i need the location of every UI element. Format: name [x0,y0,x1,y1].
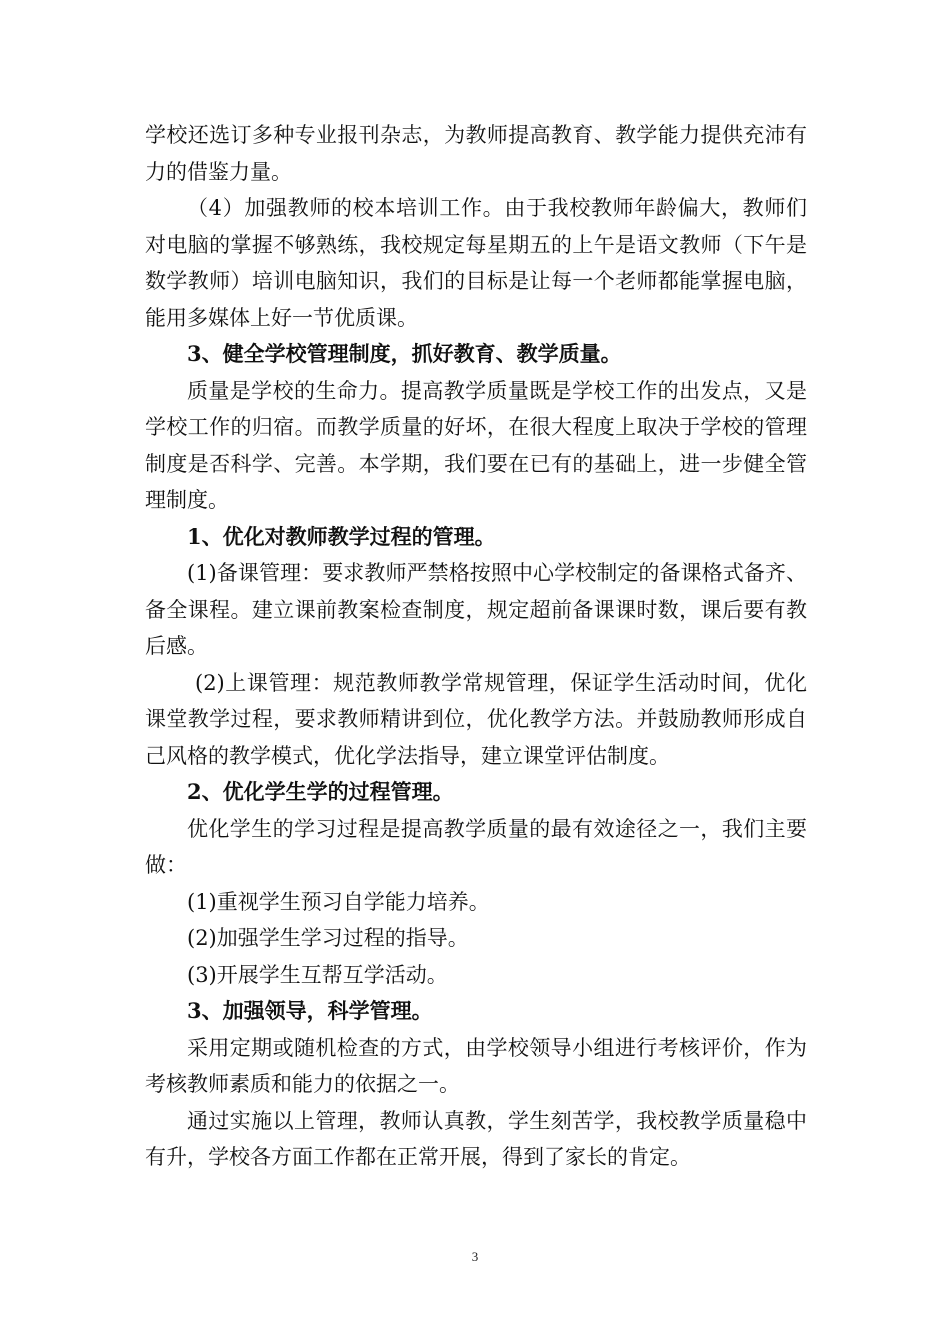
paragraph-conclusion: 通过实施以上管理，教师认真教，学生刻苦学，我校教学质量稳中有升，学校各方面工作都在正常开展，得到了家长的肯定。 [145,1108,807,1169]
list-item-mutual-help: (3)开展学生互帮互学活动。 [187,962,448,987]
subheading-student-process: 2、优化学生学的过程管理。 [187,779,454,804]
paragraph-class-management: (2)上课管理：规范教师教学常规管理，保证学生活动时间，优化课堂教学过程，要求教师精讲到位，优化教学方法。并鼓励教师形成自己风格的教学模式，优化学法指导，建立课堂评估制度。 [145,670,807,768]
paragraph-teacher-training: （4）加强教师的校本培训工作。由于我校教师年龄偏大，教师们对电脑的掌握不够熟练，我校规定每星期五的上午是语文教师（下午是数学教师）培训电脑知识，我们的目标是让每一个老师都能掌握电脑，能用多媒体上好一节优质课。 [145,196,807,330]
subheading-leadership: 3、加强领导，科学管理。 [187,998,433,1023]
section-heading-management-system: 3、健全学校管理制度，抓好教育、教学质量。 [187,341,622,366]
paragraph-continuation: 学校还选订多种专业报刊杂志，为教师提高教育、教学能力提供充沛有力的借鉴力量。 [145,123,807,184]
paragraph-inspection: 采用定期或随机检查的方式，由学校领导小组进行考核评价，作为考核教师素质和能力的依据之一。 [145,1035,807,1096]
paragraph-lesson-prep: (1)备课管理：要求教师严禁格按照中心学校制定的备课格式备齐、备全课程。建立课前教案检查制度，规定超前备课课时数，课后要有教后感。 [145,561,807,658]
list-item-preview: (1)重视学生预习自学能力培养。 [187,889,490,914]
list-item-guidance: (2)加强学生学习过程的指导。 [187,926,469,950]
page-number: 3 [471,1249,479,1264]
paragraph-student-intro: 优化学生的学习过程是提高教学质量的最有效途径之一，我们主要做： [145,816,807,877]
paragraph-quality: 质量是学校的生命力。提高教学质量既是学校工作的出发点，又是学校工作的归宿。而教学质量的好坏，在很大程度上取决于学校的管理制度是否科学、完善。本学期，我们要在已有的基础上，进一步健全管理制度。 [145,378,807,512]
subheading-teacher-process: 1、优化对教师教学过程的管理。 [187,523,496,549]
document-body [145,117,807,1176]
